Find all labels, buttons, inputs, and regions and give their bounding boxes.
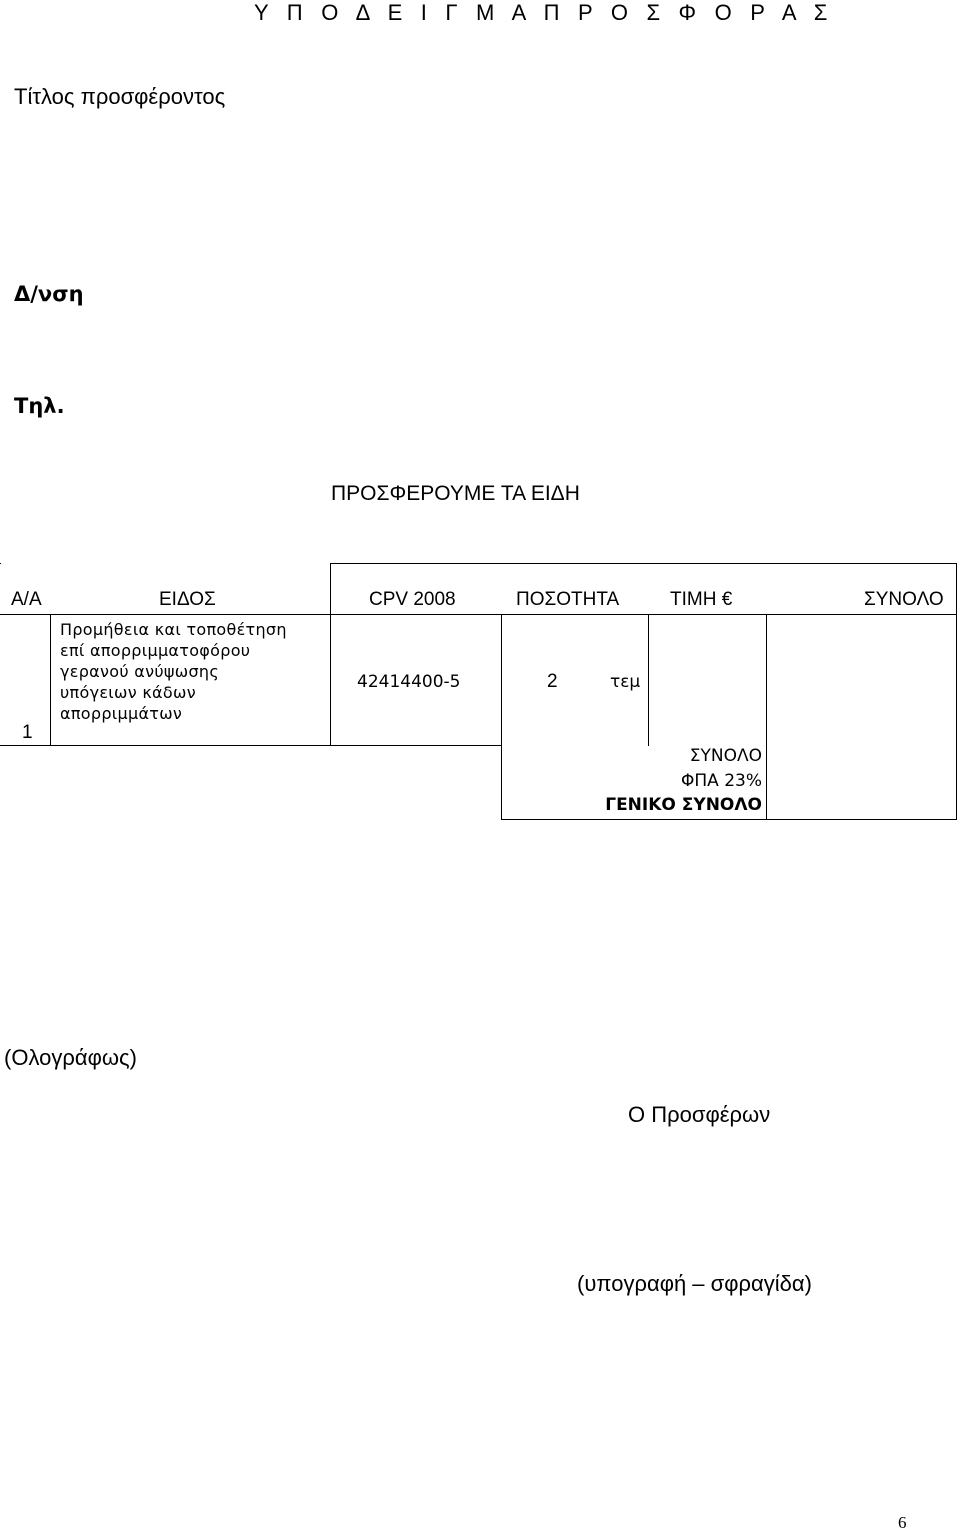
col-divider-totals-left bbox=[501, 614, 502, 820]
item-cpv-code: 42414400-5 bbox=[357, 672, 461, 692]
item-description-line: γερανού ανύψωσης bbox=[60, 662, 220, 681]
header-price: ΤΙΜΗ € bbox=[670, 589, 733, 610]
item-unit: τεμ bbox=[610, 672, 641, 692]
item-quantity: 2 bbox=[547, 671, 558, 692]
header-row-divider bbox=[0, 614, 957, 615]
item-description-line: απορριμμάτων bbox=[60, 704, 183, 723]
header-total: ΣΥΝΟΛΟ bbox=[864, 589, 944, 610]
grand-total-label: ΓΕΝΙΚΟ ΣΥΝΟΛΟ bbox=[605, 795, 762, 815]
vat-label: ΦΠΑ 23% bbox=[681, 771, 762, 791]
col-divider-cpv bbox=[330, 563, 331, 746]
header-cpv: CPV 2008 bbox=[369, 589, 456, 610]
table-border-top-left bbox=[0, 563, 1, 564]
item-row-divider bbox=[0, 745, 502, 746]
col-divider-price bbox=[648, 614, 649, 746]
document-title: Υ Π Ο Δ Ε Ι Γ Μ Α Π Ρ Ο Σ Φ Ο Ρ Α Σ bbox=[254, 0, 834, 25]
header-quantity: ΠΟΣΟΤΗΤΑ bbox=[516, 589, 620, 610]
address-label: Δ/νση bbox=[14, 282, 84, 306]
page-number: 6 bbox=[898, 1513, 907, 1532]
table-border-top bbox=[330, 563, 957, 564]
col-divider-index bbox=[50, 614, 51, 746]
sender-title-label: Τίτλος προσφέροντος bbox=[14, 84, 226, 109]
signature-stamp-label: (υπογραφή – σφραγίδα) bbox=[577, 1271, 812, 1296]
in-words-label: (Ολογράφως) bbox=[4, 1045, 137, 1070]
table-border-right bbox=[956, 563, 957, 820]
offer-heading: ΠΡΟΣΦΕΡΟΥΜΕ ΤΑ ΕΙΔΗ bbox=[331, 482, 580, 505]
bidder-label: Ο Προσφέρων bbox=[628, 1102, 771, 1127]
header-index: Α/Α bbox=[11, 589, 42, 610]
row-index: 1 bbox=[22, 722, 33, 743]
item-description-line: Προμήθεια και τοποθέτηση bbox=[60, 620, 287, 639]
subtotal-label: ΣΥΝΟΛΟ bbox=[689, 746, 762, 766]
header-item: ΕΙΔΟΣ bbox=[159, 589, 216, 610]
item-description-line: υπόγειων κάδων bbox=[60, 683, 196, 702]
phone-label: Τηλ. bbox=[14, 394, 65, 418]
col-divider-total bbox=[766, 614, 767, 820]
item-description-line: επί απορριμματοφόρου bbox=[60, 641, 251, 660]
totals-bottom-border bbox=[501, 819, 957, 820]
